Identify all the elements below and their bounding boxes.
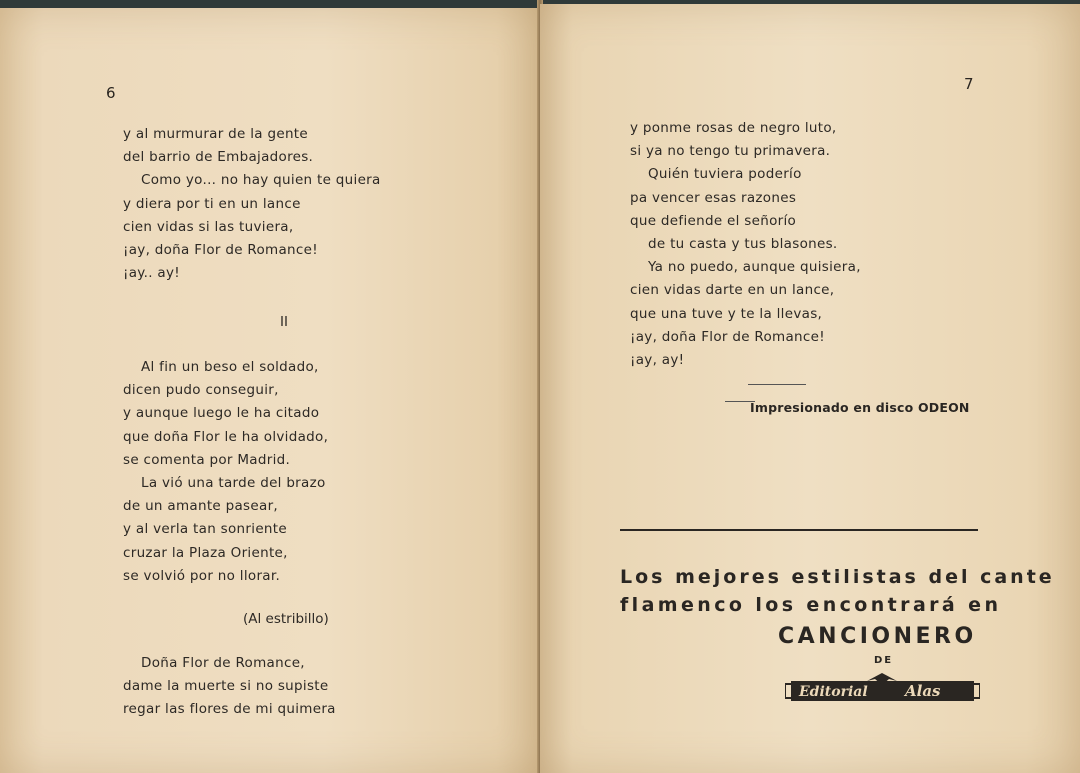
ad-line-2: flamenco los encontrará en xyxy=(620,594,1002,616)
verse-line: Como yo... no hay quien te quiera xyxy=(141,172,381,189)
ad-title: CANCIONERO xyxy=(778,624,977,649)
verse-line: y ponme rosas de negro luto, xyxy=(630,120,837,136)
page-number-right: 7 xyxy=(964,75,974,93)
publisher-logo xyxy=(785,673,980,707)
verse-line: ¡ay, doña Flor de Romance! xyxy=(123,241,318,258)
refrain-note: (Al estribillo) xyxy=(243,611,329,627)
divider-rule xyxy=(620,529,978,531)
verse-line: Quién tuviera poderío xyxy=(648,166,802,183)
ad-line-1: Los mejores estilistas del cante xyxy=(620,566,1055,588)
page-number-left: 6 xyxy=(106,84,116,102)
verse-line: Ya no puedo, aunque quisiera, xyxy=(648,259,861,276)
verse-line: ¡ay, doña Flor de Romance! xyxy=(630,328,825,345)
verse-line: y aunque luego le ha citado xyxy=(123,405,320,422)
verse-line: que defiende el señorío xyxy=(630,212,797,229)
verse-line: ¡ay, ay! xyxy=(630,351,685,368)
verse-line: de tu casta y tus blasones. xyxy=(648,235,838,252)
verse-line: se volvió por no llorar. xyxy=(123,567,281,584)
verse-line: pa vencer esas razones xyxy=(630,189,797,206)
recording-credit: Impresionado en disco ODEON xyxy=(750,400,970,415)
verse-line: regar las flores de mi quimera xyxy=(123,701,336,718)
section-numeral: II xyxy=(280,314,288,330)
verse-line: Al fin un beso el soldado, xyxy=(141,359,319,375)
verse-line: de un amante pasear, xyxy=(123,498,279,515)
verse-line: del barrio de Embajadores. xyxy=(123,149,314,166)
right-stanza-1 xyxy=(630,117,861,372)
verse-line: si ya no tengo tu primavera. xyxy=(630,143,831,160)
verse-line: dicen pudo conseguir, xyxy=(123,382,279,399)
left-stanza-1 xyxy=(123,123,381,285)
verse-line: se comenta por Madrid. xyxy=(123,451,291,468)
left-stanza-3 xyxy=(123,652,336,722)
verse-line: Doña Flor de Romance, xyxy=(141,655,305,671)
verse-line: que una tuve y te la llevas, xyxy=(630,305,823,322)
verse-line: dame la muerte si no supiste xyxy=(123,678,329,695)
verse-line: cruzar la Plaza Oriente, xyxy=(123,544,288,561)
left-stanza-2 xyxy=(123,356,328,588)
verse-line: y diera por ti en un lance xyxy=(123,195,301,212)
ad-de: DE xyxy=(874,655,894,666)
verse-line: La vió una tarde del brazo xyxy=(141,474,326,491)
verse-line: que doña Flor le ha olvidado, xyxy=(123,428,329,445)
decorative-dash xyxy=(748,384,806,385)
svg-text:Editorial: Editorial xyxy=(799,684,868,700)
svg-text:Alas: Alas xyxy=(905,682,941,700)
verse-line: cien vidas si las tuviera, xyxy=(123,218,294,235)
verse-line: y al murmurar de la gente xyxy=(123,126,308,142)
verse-line: ¡ay.. ay! xyxy=(123,265,180,282)
verse-line: cien vidas darte en un lance, xyxy=(630,282,835,299)
verse-line: y al verla tan sonriente xyxy=(123,521,287,538)
